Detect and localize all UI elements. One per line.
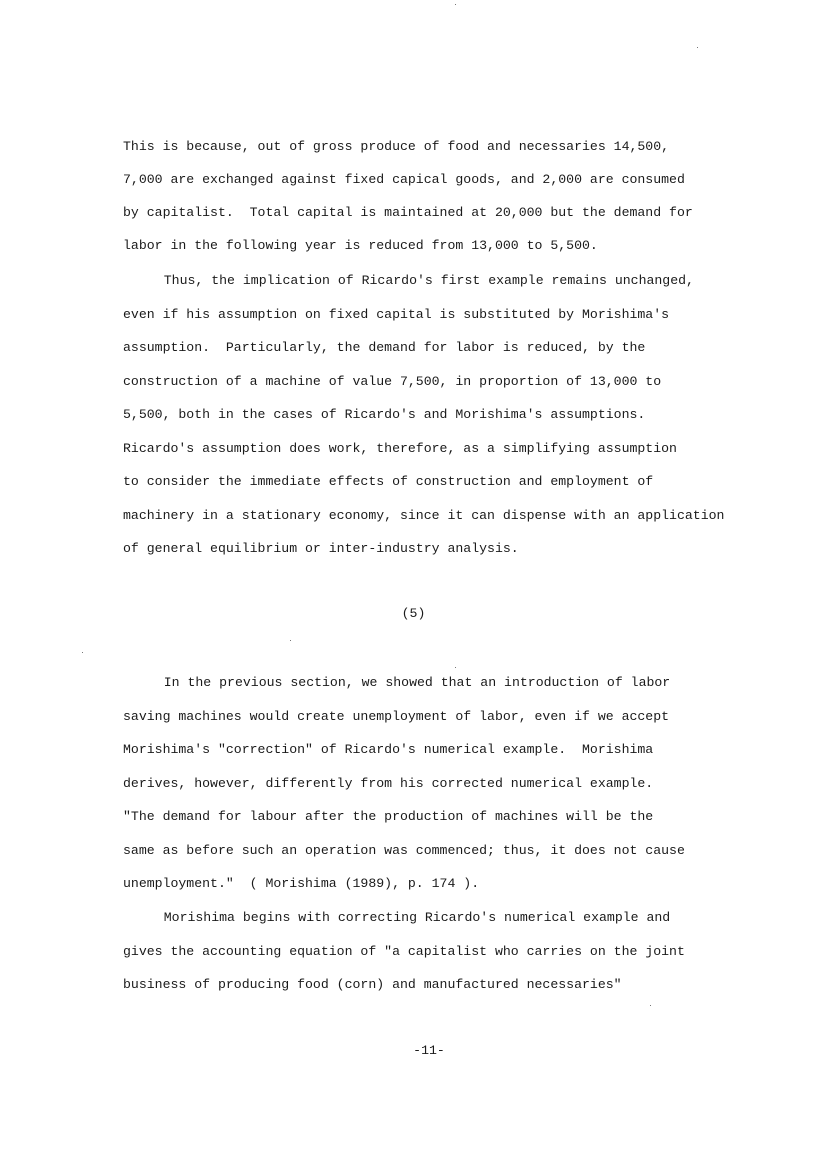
scan-speck [455, 4, 456, 5]
scan-speck [290, 640, 291, 641]
text-line: derives, however, differently from his corrected numerical example. [123, 776, 654, 791]
text-line: assumption. Particularly, the demand for labor is reduced, by the [123, 340, 646, 355]
text-line: by capitalist. Total capital is maintained at 20,000 but the demand for [123, 205, 693, 220]
scan-speck [650, 1005, 651, 1006]
text-line: Thus, the implication of Ricardo's first example remains unchanged, [140, 273, 694, 288]
text-line: unemployment." ( Morishima (1989), p. 174 ). [123, 876, 480, 891]
text-line: Morishima begins with correcting Ricardo's numerical example and [140, 910, 671, 925]
text-line: 7,000 are exchanged against fixed capical goods, and 2,000 are consumed [123, 172, 685, 187]
text-line: construction of a machine of value 7,500, in proportion of 13,000 to [123, 374, 662, 389]
scan-speck [697, 47, 698, 48]
text-line: same as before such an operation was commenced; thus, it does not cause [123, 843, 685, 858]
text-line: gives the accounting equation of "a capitalist who carries on the joint [123, 944, 685, 959]
text-line: 5,500, both in the cases of Ricardo's and Morishima's assumptions. [123, 407, 646, 422]
text-line: to consider the immediate effects of construction and employment of [123, 474, 654, 489]
text-line: labor in the following year is reduced from 13,000 to 5,500. [123, 238, 598, 253]
text-line: This is because, out of gross produce of food and necessaries 14,500, [123, 139, 670, 154]
text-line: Morishima's "correction" of Ricardo's numerical example. Morishima [123, 742, 654, 757]
text-line: even if his assumption on fixed capital is substituted by Morishima's [123, 307, 670, 322]
text-line: of general equilibrium or inter-industry analysis. [123, 541, 519, 556]
text-line: saving machines would create unemployment of labor, even if we accept [123, 709, 670, 724]
text-line: Ricardo's assumption does work, therefore, as a simplifying assumption [123, 441, 677, 456]
page-number: -11- [413, 1043, 445, 1058]
section-heading: (5) [401, 606, 426, 621]
text-line: business of producing food (corn) and manufactured necessaries" [123, 977, 622, 992]
text-line: machinery in a stationary economy, since it can dispense with an application [123, 508, 725, 523]
text-line: In the previous section, we showed that an introduction of labor [140, 675, 671, 690]
scan-speck [455, 667, 456, 668]
text-line: "The demand for labour after the production of machines will be the [123, 809, 654, 824]
scan-speck [82, 652, 83, 653]
